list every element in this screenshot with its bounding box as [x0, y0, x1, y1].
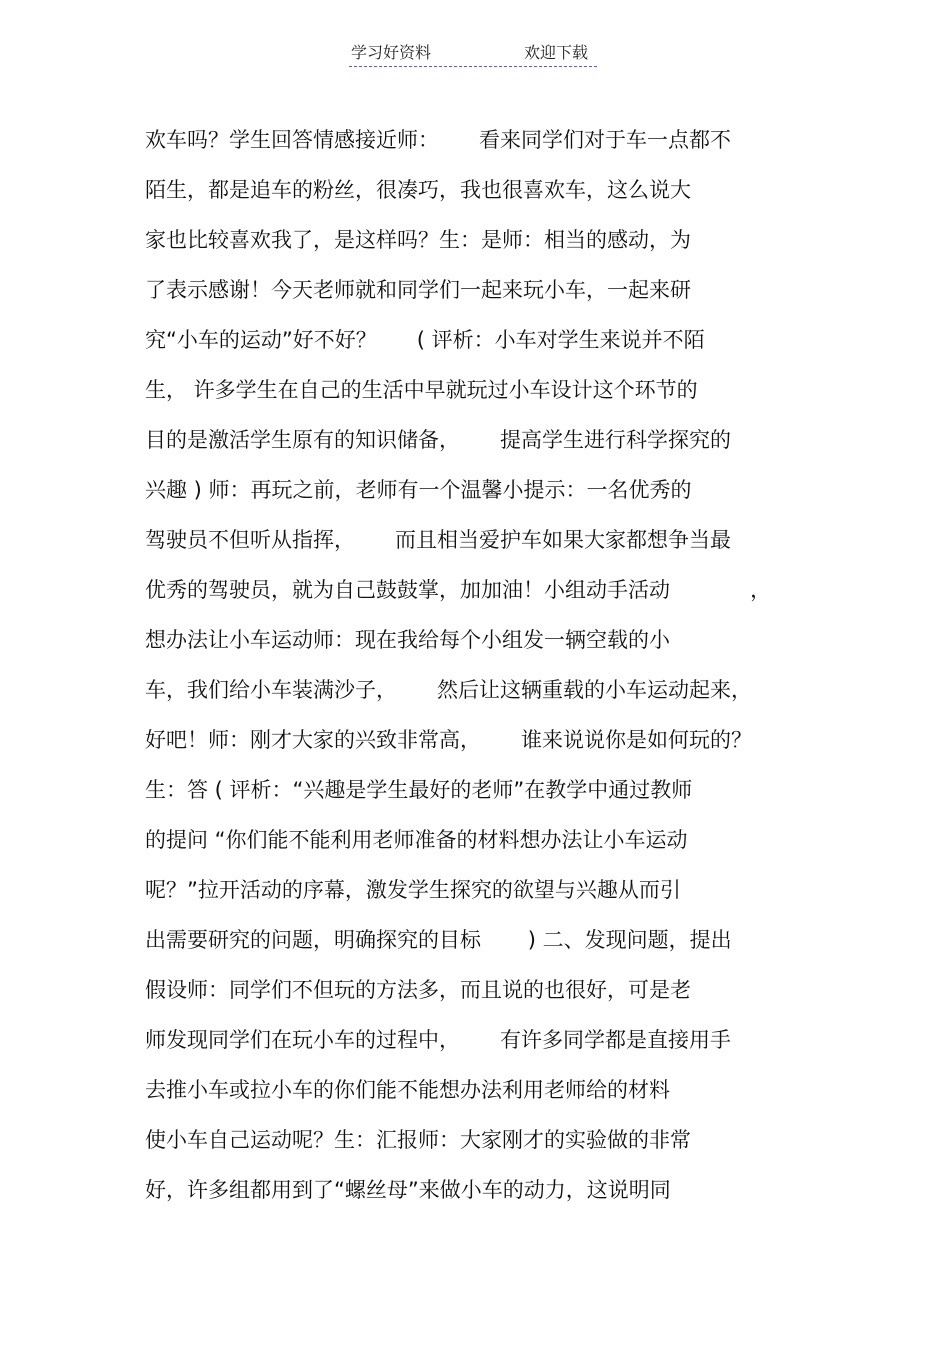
- text-line: 呢？”拉开活动的序幕，激发学生探究的欲望与兴趣从而引: [145, 878, 681, 902]
- text-line: 优秀的驾驶员，就为自己鼓鼓掌，加加油！小组动手活动 ，: [145, 578, 772, 602]
- text-line: 家也比较喜欢我了，是这样吗？生：是师：相当的感动，为: [145, 228, 691, 252]
- text-line: 欢车吗？学生回答情感接近师： 看来同学们对于车一点都不: [145, 128, 732, 152]
- text-line: 驾驶员不但听从指挥， 而且相当爱护车如果大家都想争当最: [145, 528, 732, 552]
- text-line: 的提问 “你们能不能利用老师准备的材料想办法让小车运动: [145, 828, 688, 852]
- text-line: 出需要研究的问题，明确探究的目标 ) 二、发现问题，提出: [145, 928, 732, 952]
- text-line: 去推小车或拉小车的你们能不能想办法利用老师给的材料: [145, 1078, 670, 1102]
- header-left-text: 学习好资料: [351, 43, 432, 62]
- text-line: 生：答 ( 评析：“兴趣是学生最好的老师”在教学中通过教师: [145, 778, 693, 802]
- text-line: 陌生，都是追车的粉丝，很凑巧，我也很喜欢车，这么说大: [145, 178, 691, 202]
- text-line: 好，许多组都用到了“螺丝母”来做小车的动力，这说明同: [145, 1178, 671, 1202]
- text-line: 假设师：同学们不但玩的方法多，而且说的也很好，可是老: [145, 978, 691, 1002]
- text-line: 目的是激活学生原有的知识储备， 提高学生进行科学探究的: [145, 428, 732, 452]
- text-line: 好吧！师：刚才大家的兴致非常高， 谁来说说你是如何玩的？: [145, 728, 753, 752]
- text-line: 使小车自己运动呢？生：汇报师：大家刚才的实验做的非常: [145, 1128, 691, 1152]
- text-line: 生， 许多学生在自己的生活中早就玩过小车设计这个环节的: [145, 378, 698, 402]
- text-line: 车，我们给小车装满沙子， 然后让这辆重载的小车运动起来，: [145, 678, 753, 702]
- text-line: 兴趣 ) 师：再玩之前，老师有一个温馨小提示：一名优秀的: [145, 478, 692, 502]
- page-header: [349, 40, 597, 67]
- text-line: 师发现同学们在玩小车的过程中， 有许多同学都是直接用手: [145, 1028, 732, 1052]
- text-line: 了表示感谢！今天老师就和同学们一起来玩小车，一起来研: [145, 278, 691, 302]
- text-line: 想办法让小车运动师：现在我给每个小组发一辆空载的小: [145, 628, 670, 652]
- header-right-text: 欢迎下载: [524, 43, 589, 62]
- text-line: 究“小车的运动”好不好？ ( 评析：小车对学生来说并不陌: [145, 328, 705, 352]
